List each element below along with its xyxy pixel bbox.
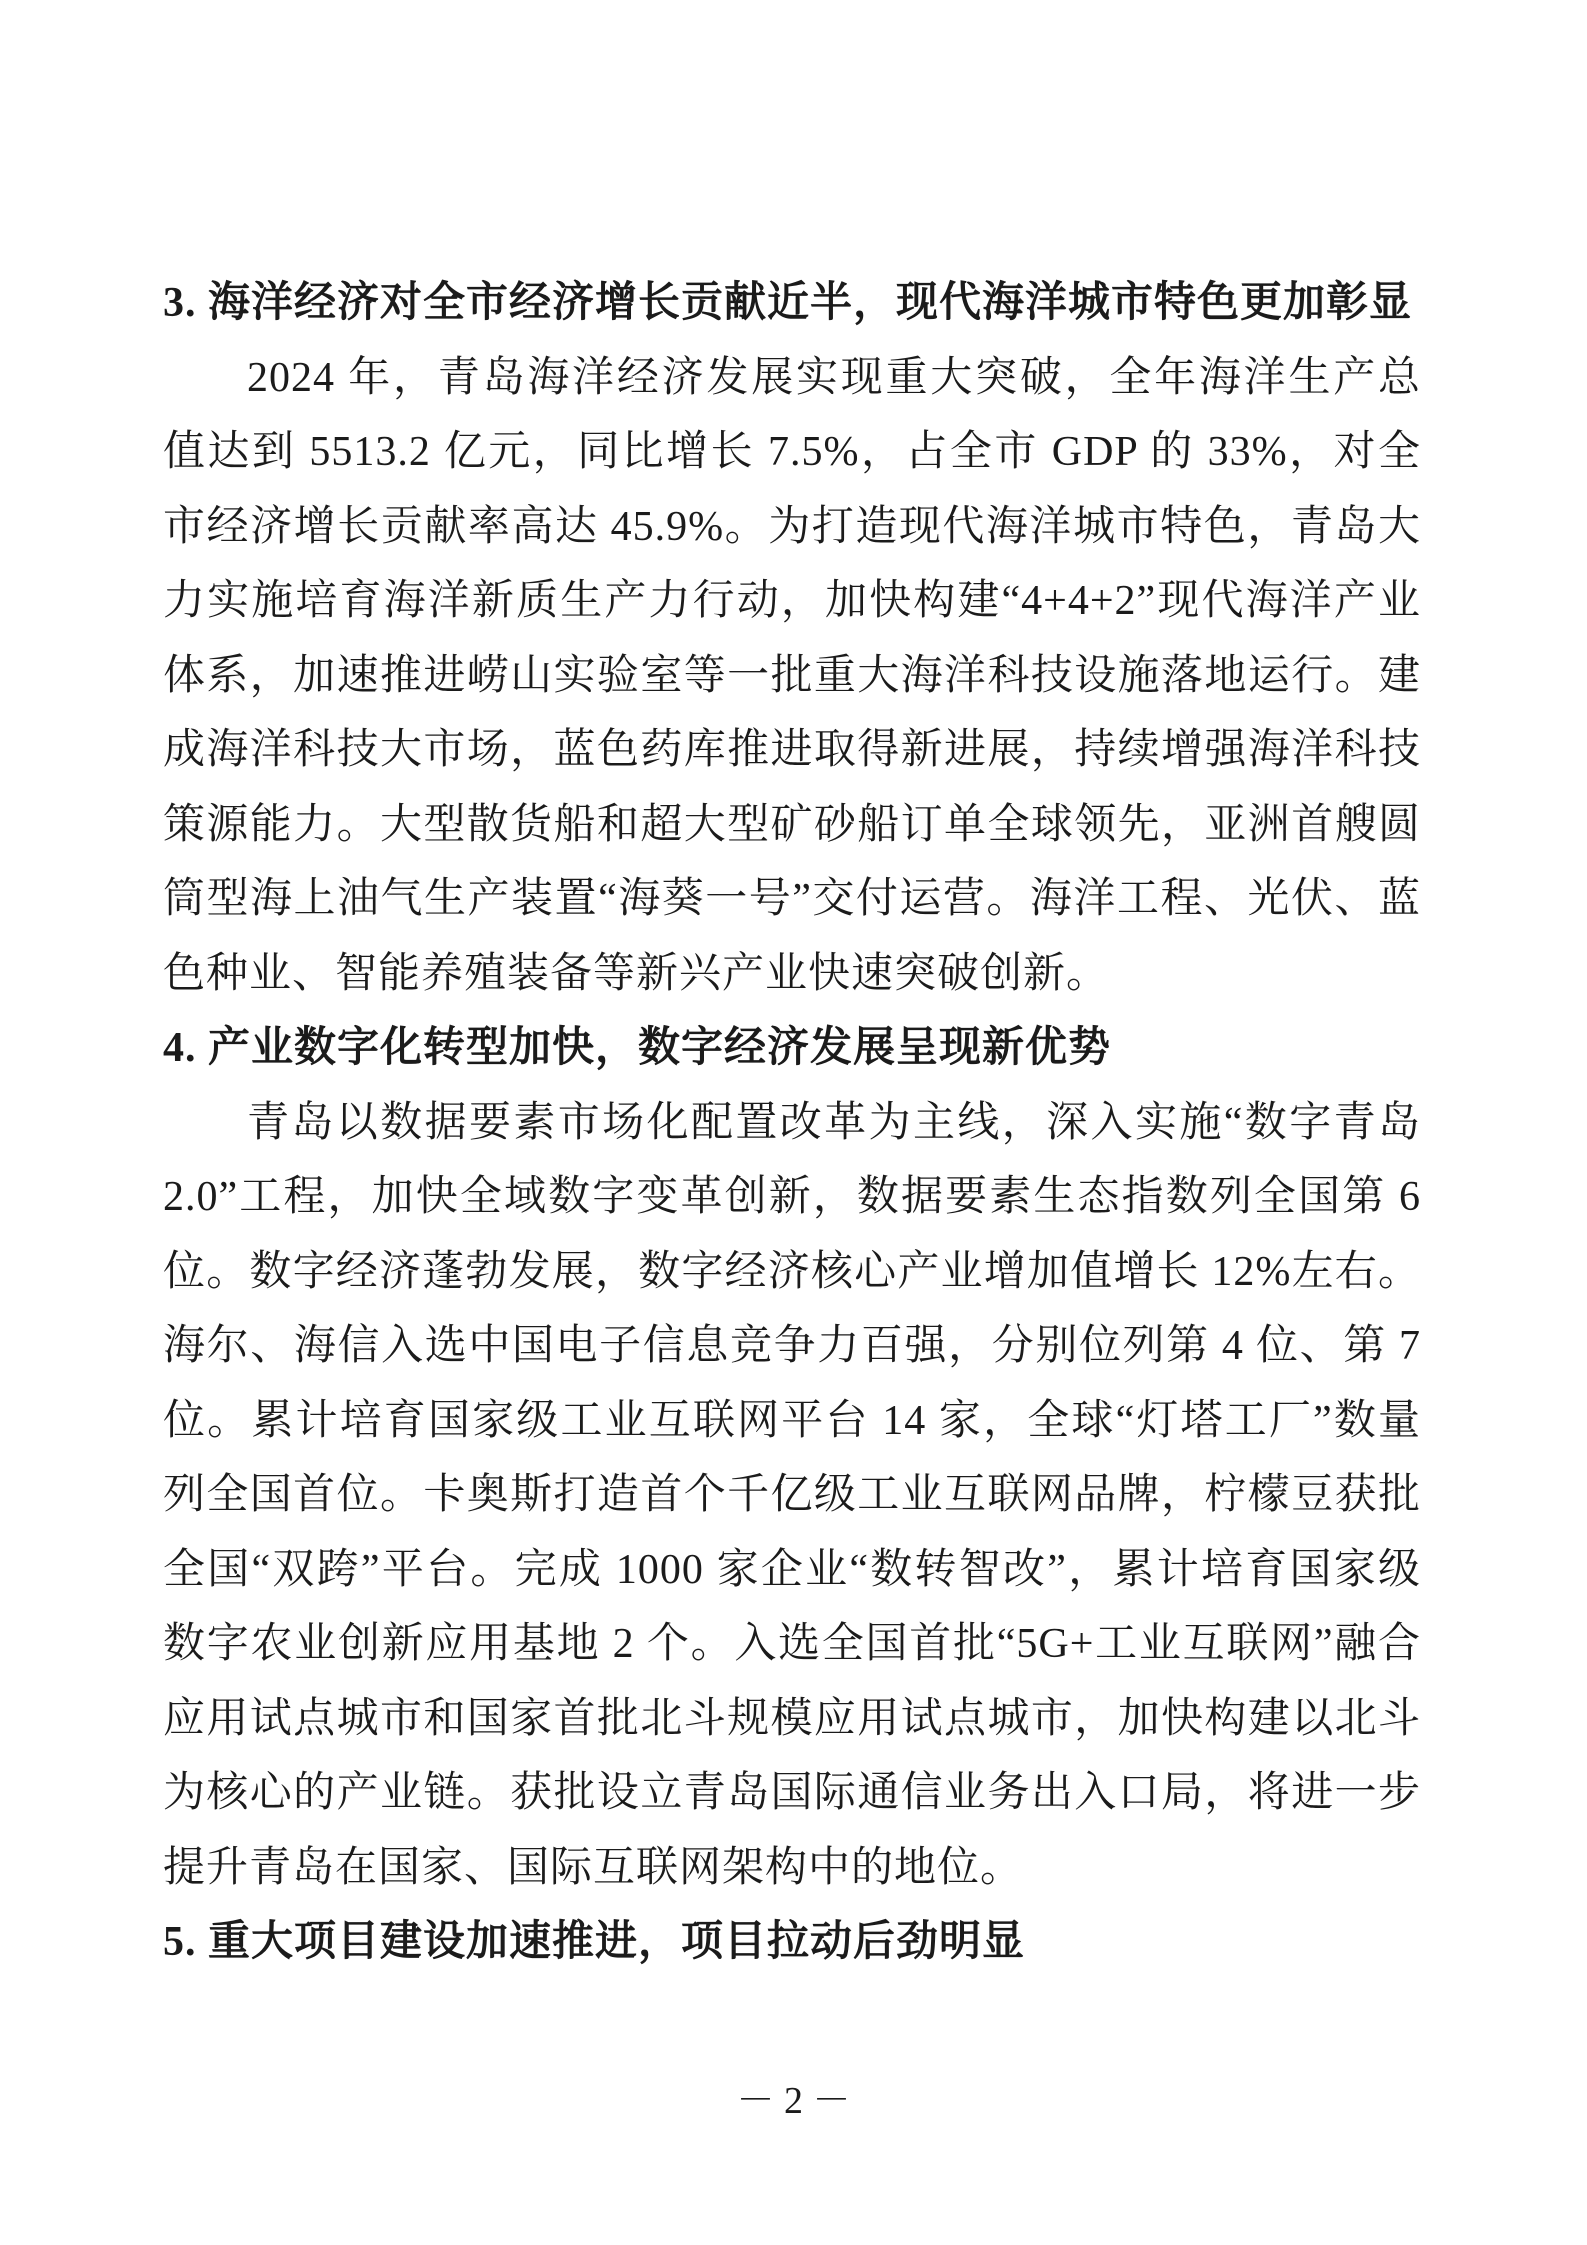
page-number: － 2 － [736, 2080, 851, 2122]
section-3-heading: 3. 海洋经济对全市经济增长贡献近半，现代海洋城市特色更加彰显 [163, 280, 1413, 326]
section-4-heading: 4. 产业数字化转型加快，数字经济发展呈现新优势 [163, 1025, 1112, 1071]
section-3-paragraph: 2024 年，青岛海洋经济发展实现重大突破，全年海洋生产总值达到 5513.2 亿元，同比增长 7.5%，占全市 GDP 的 33%，对全市经济增长贡献率高达 45.9%。为打造现代海洋城市特色，青岛大力实施培育海洋新质生产力行动，加快构建“4+4+2”现代海洋产业体系，加速推进崂山实验室等一批重大海洋科技设施落地运行。建成海洋科技大市场，蓝色药库推进取得新进展，持续增强海洋科技策源能力。大型散货船和超大型矿砂船订单全球领先，亚洲首艘圆筒型海上油气生产装置“海葵一号”交付运营。海洋工程、光伏、蓝色种业、智能养殖装备等新兴产业快速突破创新。 [163, 354, 1421, 997]
section-5-heading: 5. 重大项目建设加速推进，项目拉动后劲明显 [163, 1919, 1026, 1965]
section-4-paragraph: 青岛以数据要素市场化配置改革为主线，深入实施“数字青岛 2.0”工程，加快全域数字变革创新，数据要素生态指数列全国第 6 位。数字经济蓬勃发展，数字经济核心产业增加值增长 12%左右。海尔、海信入选中国电子信息竞争力百强，分别位列第 4 位、第 7 位。累计培育国家级工业互联网平台 14 家，全球“灯塔工厂”数量列全国首位。卡奥斯打造首个千亿级工业互联网品牌，柠檬豆获批全国“双跨”平台。完成 1000 家企业“数转智改”，累计培育国家级数字农业创新应用基地 2 个。入选全国首批“5G+工业互联网”融合应用试点城市和国家首批北斗规模应用试点城市，加快构建以北斗为核心的产业链。获批设立青岛国际通信业务出入口局，将进一步提升青岛在国家、国际互联网架构中的地位。 [163, 1099, 1421, 1891]
document-body [163, 266, 1421, 1980]
